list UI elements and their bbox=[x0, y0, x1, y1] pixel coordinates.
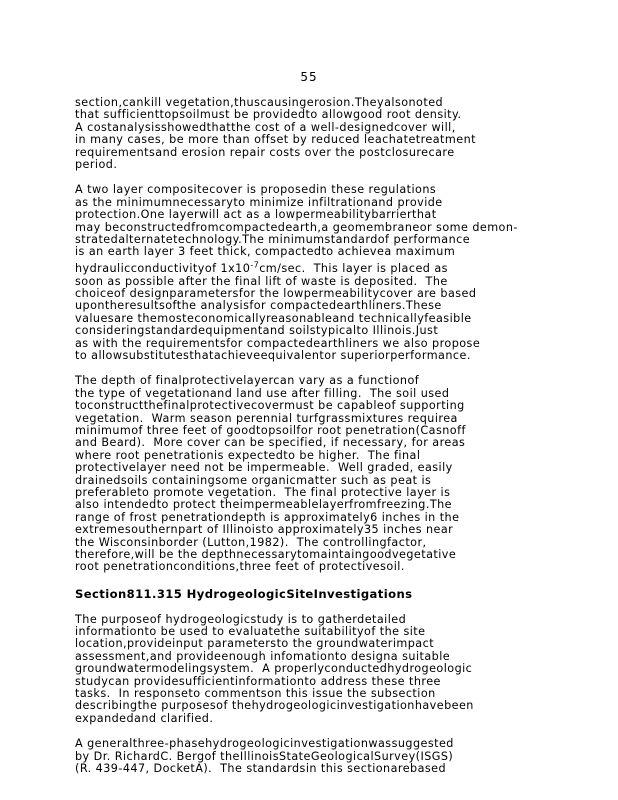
text-line: groundwatermodelingsystem. A properlyconductedhydrogeologic bbox=[75, 662, 473, 676]
section-heading: Section811.315 HydrogeologicSiteInvestigations bbox=[75, 586, 413, 601]
text-line: describingthe purposesof thehydrogeologicinvestigationhavebeen bbox=[75, 699, 474, 713]
text-line: soon as possible after the final lift of waste is deposited. The bbox=[75, 274, 448, 288]
text-line: upontheresultsofthe analysisfor compactedearthliners.These bbox=[75, 299, 442, 313]
text-line: by Dr. RichardC. Bergof theIllinoisStateGeologicalSurvey(ISGS) bbox=[75, 749, 454, 763]
page-number: 55 bbox=[300, 70, 318, 84]
text-line: protectivelayer need not be impermeable. Well graded, easily bbox=[75, 461, 453, 475]
text-line: tasks. In responseto commentson this issue the subsection bbox=[75, 687, 436, 701]
document-body bbox=[75, 97, 555, 788]
text-line: section,cankill vegetation,thuscausingerosion.Theyalsonoted bbox=[75, 96, 444, 109]
text-line: range of frost penetrationdepth is approximately6 inches in the bbox=[75, 510, 460, 524]
text-line: the Wisconsinborder (Lutton,1982). The controllingfactor, bbox=[75, 535, 427, 549]
text-line: The purposeof hydrogeologicstudy is to gatherdetailed bbox=[75, 612, 407, 626]
text-line: drainedsoils containingsome organicmatter such as peat is bbox=[75, 473, 432, 487]
text-line: period. bbox=[75, 157, 118, 171]
text-line: and Beard). More cover can be specified, if necessary, for areas bbox=[75, 436, 466, 450]
text-line: assessment,and provideenough infomationto designa suitable bbox=[75, 649, 451, 663]
text-line-with-exponent bbox=[75, 259, 555, 276]
text-line: (R. 439-447, DocketA). The standardsin this sectionarebased bbox=[75, 761, 447, 775]
text-line: also intendedto protect theimpermeablelayerfromfreezing.The bbox=[75, 498, 453, 512]
text-line: is an earth layer 3 feet thick, compactedto achievea maximum bbox=[75, 245, 456, 259]
text-line: informationto be used to evaluatethe suitabilityof the site bbox=[75, 625, 426, 639]
text-line: requirementsand erosion repair costs over the postclosurecare bbox=[75, 145, 455, 159]
text-line: vegetation. Warm season perennial turfgrassmixtures requirea bbox=[75, 411, 458, 425]
text-line: may beconstructedfromcompactedearth,a geomembraneor some demon- bbox=[75, 220, 518, 234]
text-line: valuesare themosteconomicallyreasonableand technicallyfeasible bbox=[75, 311, 472, 325]
text-line: stratedalternatetechnology.The minimumstandardof performance bbox=[75, 232, 471, 246]
text-line: extremesouthernpart of Illinoisto approximately35 inches near bbox=[75, 523, 454, 537]
text-line: consideringstandardequipmentand soilstypicalto Illinois.Just bbox=[75, 324, 439, 338]
text-line: toconstructthefinalprotectivecovermust be capableof supporting bbox=[75, 399, 465, 413]
text-line: where root penetrationis expectedto be higher. The final bbox=[75, 448, 421, 462]
text-line: to allowsubstitutesthatachieveequivalentor superiorperformance. bbox=[75, 349, 471, 363]
text-line: choiceof designparametersfor the lowpermeabilitycover are based bbox=[75, 287, 477, 301]
text-line: The depth of finalprotectivelayercan vary as a functionof bbox=[75, 374, 420, 388]
paragraph-3 bbox=[75, 375, 555, 573]
text-line: studycan providesufficientinformationto address these three bbox=[75, 674, 441, 688]
text-line: root penetrationconditions,three feet of protectivesoil. bbox=[75, 560, 405, 574]
text-line: as the minimumnecessaryto minimize infiltrationand provide bbox=[75, 195, 443, 209]
text-line: expandedand clarified. bbox=[75, 711, 214, 725]
text-line: therefore,will be the depthnecessarytomaintaingoodvegetative bbox=[75, 547, 457, 561]
text-line: the type of vegetationand land use after filling. The soil used bbox=[75, 386, 450, 400]
text-line: protection.One layerwill act as a lowpermeabilitybarrierthat bbox=[75, 208, 437, 222]
paragraph-5 bbox=[75, 738, 555, 775]
paragraph-2 bbox=[75, 184, 555, 362]
text-line: preferableto promote vegetation. The final protective layer is bbox=[75, 485, 451, 499]
paragraph-1 bbox=[75, 97, 555, 171]
text-line: that sufficienttopsoilmust be providedto allowgood root density. bbox=[75, 108, 462, 122]
text-line: A two layer compositecover is proposedin these regulations bbox=[75, 183, 437, 197]
text-line: minimumof three feet of goodtopsoilfor root penetration(Casnoff bbox=[75, 423, 466, 437]
text-line: location,provideinput parametersto the groundwaterimpact bbox=[75, 637, 435, 651]
exponent-trailing-text: cm/sec. This layer is placed as bbox=[259, 261, 448, 275]
paragraph-4 bbox=[75, 614, 555, 726]
text-line: A costanalysisshowedthatthe cost of a well-designedcover will, bbox=[75, 120, 456, 134]
text-line: as with the requirementsfor compactedearthliners we also propose bbox=[75, 336, 481, 350]
text-line: A generalthree-phasehydrogeologicinvestigationwassuggested bbox=[75, 737, 454, 751]
exponent: -7 bbox=[250, 259, 260, 269]
text-line: in many cases, be more than offset by reduced leachatetreatment bbox=[75, 133, 476, 147]
exponent-base-text: hydraulicconductivityof 1x10 bbox=[75, 261, 251, 275]
